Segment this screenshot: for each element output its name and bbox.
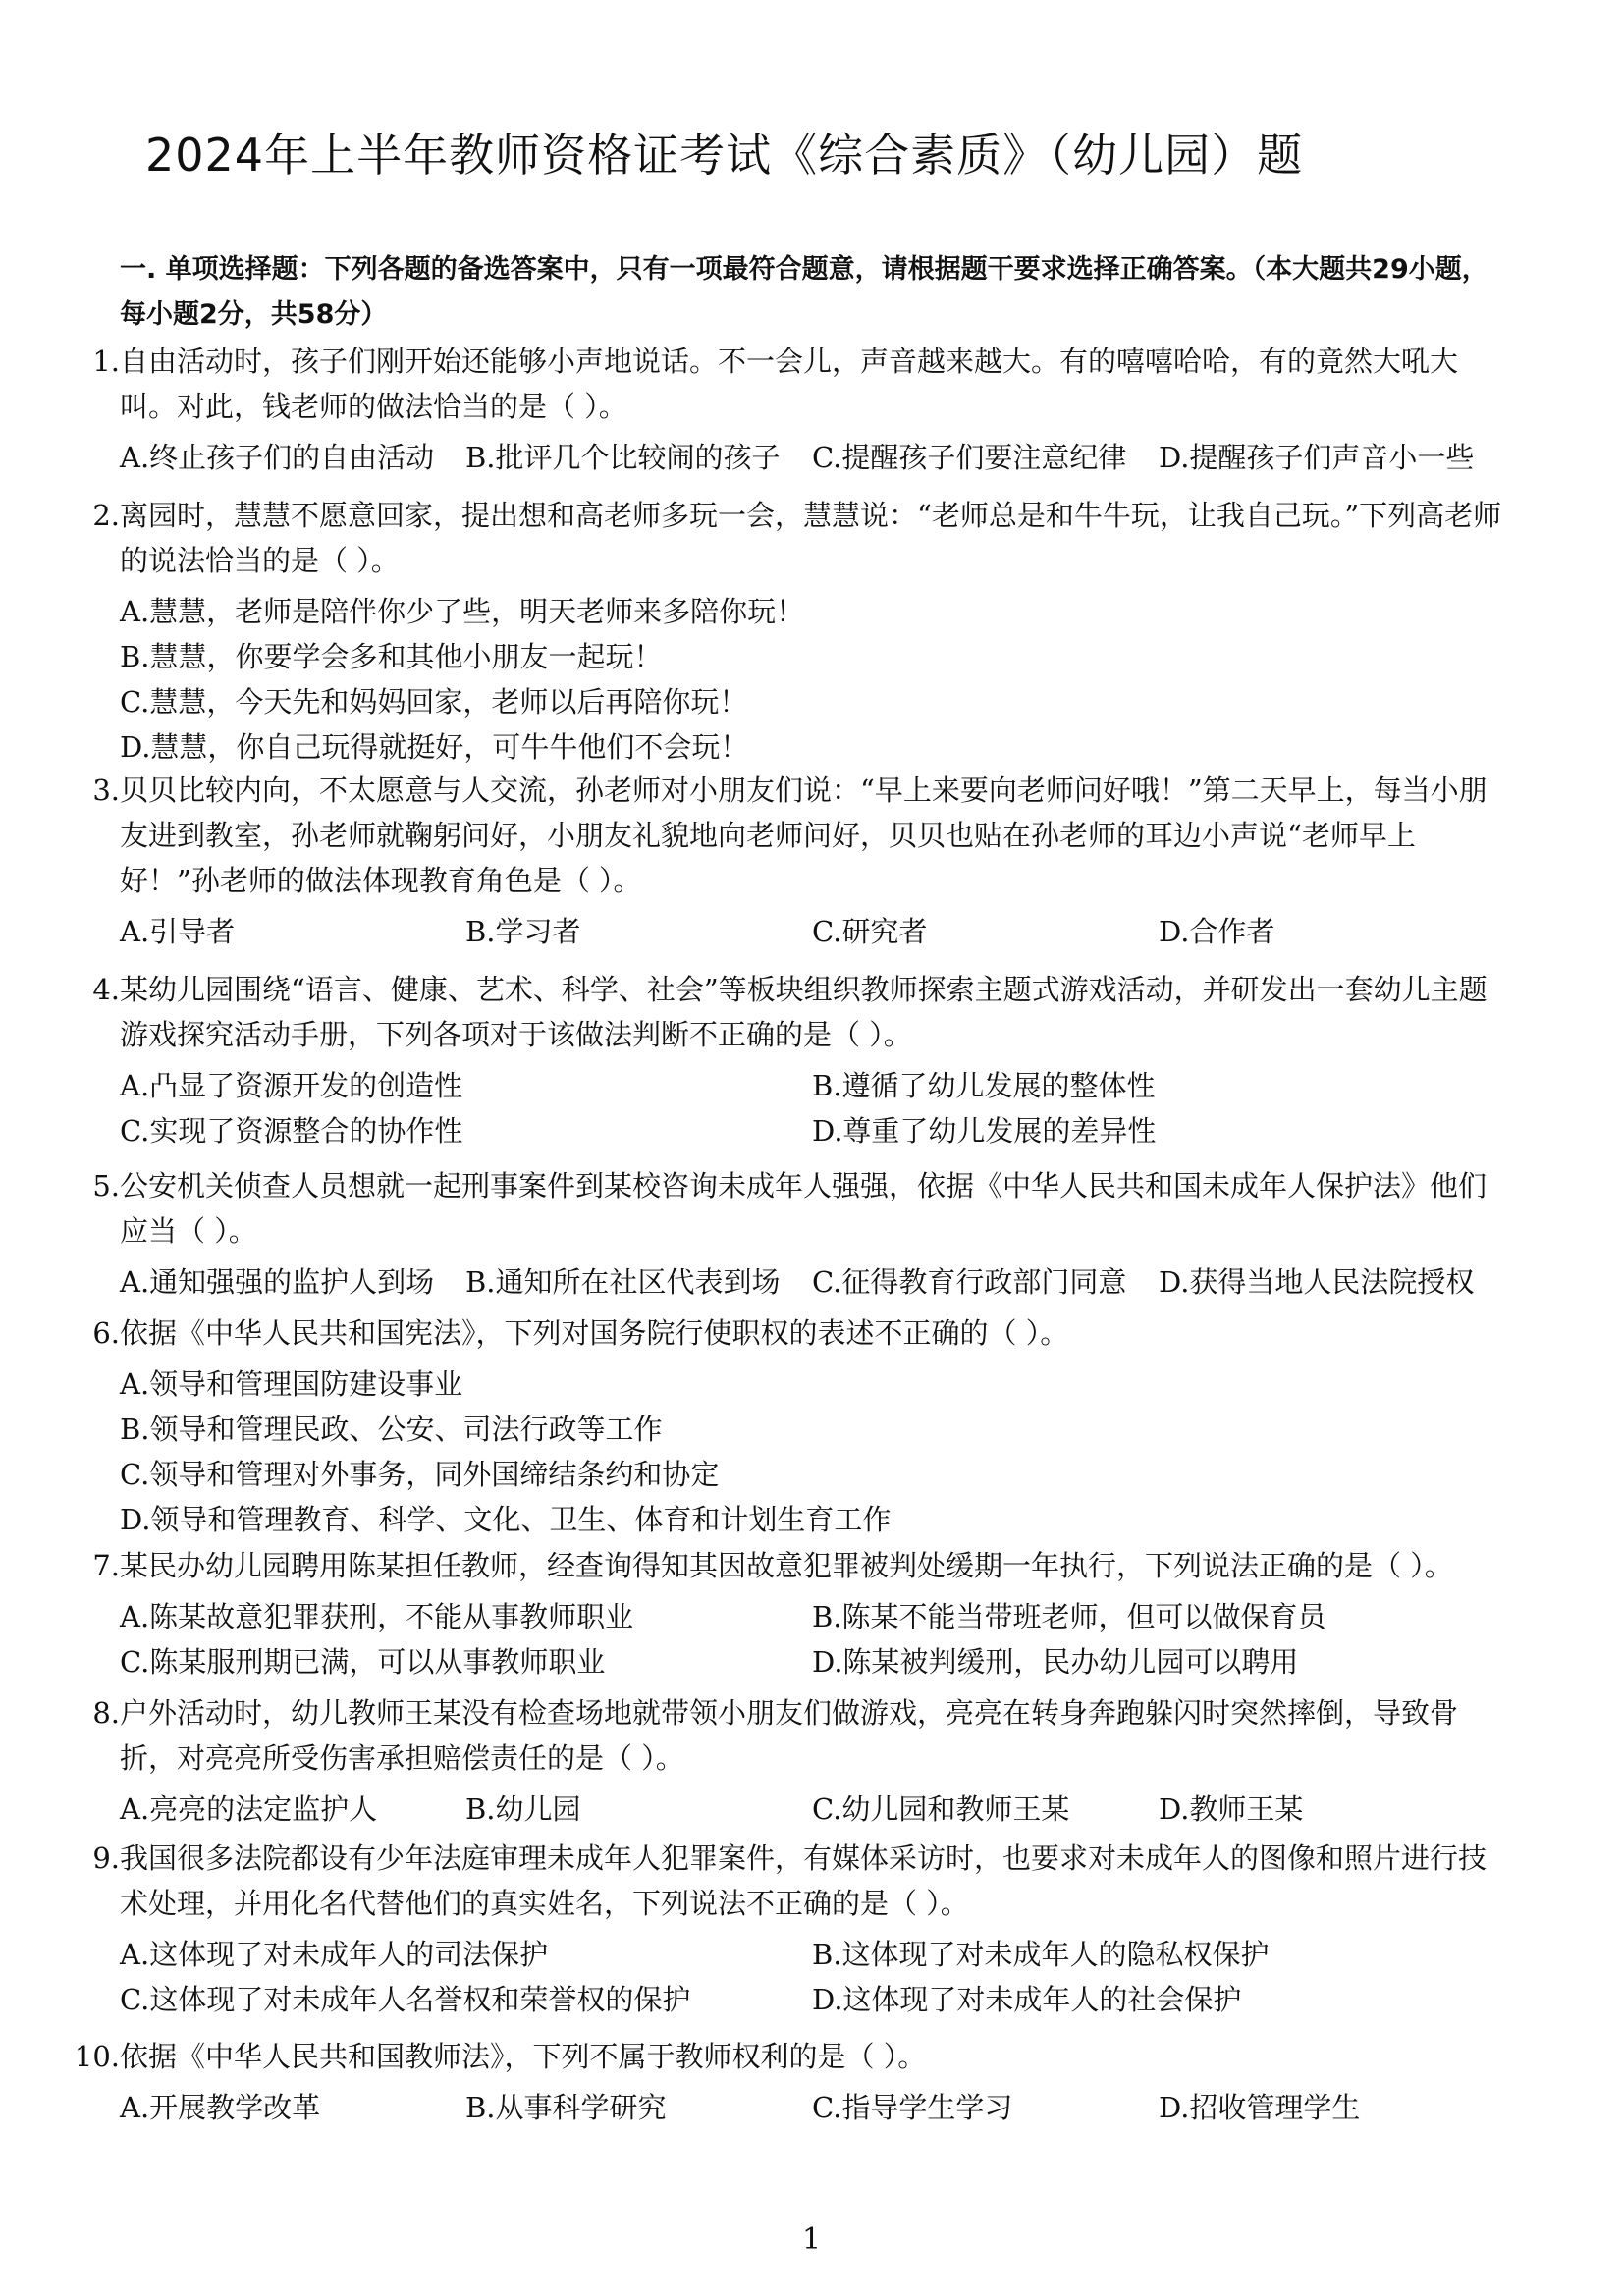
option-d: D.陈某被判缓刑，民办幼儿园可以聘用	[812, 1645, 1299, 1679]
option-c: C.征得教育行政部门同意	[812, 1265, 1127, 1299]
question-number: 3.	[92, 774, 120, 807]
option-d: D.领导和管理教育、科学、文化、卫生、体育和计划生育工作	[120, 1503, 892, 1536]
question-text: 户外活动时，幼儿教师王某没有检查场地就带领小朋友们做游戏，亮亮在转身奔跑躲闪时突然摔倒，导致骨折，对亮亮所受伤害承担赔偿责任的是（ ）。	[120, 1696, 1459, 1775]
question-number: 5.	[92, 1169, 120, 1202]
option-c: C.幼儿园和教师王某	[812, 1792, 1070, 1826]
option-a: A.终止孩子们的自由活动	[120, 441, 435, 474]
question-number: 7.	[92, 1549, 120, 1582]
option-b: B.从事科学研究	[465, 2091, 667, 2124]
question-text: 贝贝比较内向，不太愿意与人交流，孙老师对小朋友们说：“早上来要向老师问好哦！”第二天早上，每当小朋友进到教室，孙老师就鞠躬问好，小朋友礼貌地向老师问好，贝贝也贴在孙老师的耳边小声说“老师早上好！”孙老师的做法体现教育角色是（ ）。	[120, 774, 1488, 897]
option-c: C.指导学生学习	[812, 2091, 1013, 2124]
option-d: D.提醒孩子们声音小一些	[1159, 441, 1475, 474]
option-d: D.获得当地人民法院授权	[1159, 1265, 1475, 1299]
question-text: 自由活动时，孩子们刚开始还能够小声地说话。不一会儿，声音越来越大。有的嘻嘻哈哈，有的竟然大吼大叫。对此，钱老师的做法恰当的是（ ）。	[120, 345, 1459, 423]
option-d: D.慧慧，你自己玩得就挺好，可牛牛他们不会玩！	[120, 730, 749, 764]
section-heading: 一. 单项选择题：下列各题的备选答案中，只有一项最符合题意，请根据题干要求选择正确答案。（本大题共29小题，每小题2分，共58分）	[120, 254, 1488, 330]
option-d: D.尊重了幼儿发展的差异性	[812, 1114, 1157, 1148]
option-c: C.这体现了对未成年人名誉权和荣誉权的保护	[120, 1983, 691, 2016]
option-b: B.学习者	[465, 915, 581, 948]
question-number: 8.	[92, 1696, 120, 1730]
option-a: A.引导者	[120, 915, 236, 948]
option-b: B.这体现了对未成年人的隐私权保护	[812, 1938, 1270, 1971]
option-a: A.开展教学改革	[120, 2091, 321, 2124]
question-text: 某民办幼儿园聘用陈某担任教师，经查询得知其因故意犯罪被判处缓期一年执行，下列说法正确的是（ ）。	[120, 1549, 1453, 1582]
page-number: 1	[801, 2222, 822, 2257]
option-c: C.领导和管理对外事务，同外国缔结条约和协定	[120, 1458, 720, 1491]
question-text: 某幼儿园围绕“语言、健康、艺术、科学、社会”等板块组织教师探索主题式游戏活动，并研发出一套幼儿主题游戏探究活动手册，下列各项对于该做法判断不正确的是（ ）。	[120, 973, 1488, 1051]
option-a: A.陈某故意犯罪获刑，不能从事教师职业	[120, 1600, 634, 1633]
option-b: B.陈某不能当带班老师，但可以做保育员	[812, 1600, 1326, 1633]
option-d: D.招收管理学生	[1159, 2091, 1361, 2124]
option-b: B.遵循了幼儿发展的整体性	[812, 1069, 1156, 1102]
option-d: D.合作者	[1159, 915, 1275, 948]
question-number: 4.	[92, 973, 120, 1006]
option-c: C.慧慧，今天先和妈妈回家，老师以后再陪你玩！	[120, 685, 748, 719]
option-d: D.这体现了对未成年人的社会保护	[812, 1983, 1242, 2016]
question-number: 9.	[92, 1842, 120, 1875]
question-text: 离园时，慧慧不愿意回家，提出想和高老师多玩一会，慧慧说：“老师总是和牛牛玩，让我自己玩。”下列高老师的说法恰当的是（ ）。	[120, 499, 1502, 577]
option-a: A.领导和管理国防建设事业	[120, 1367, 463, 1401]
question-text: 依据《中华人民共和国教师法》，下列不属于教师权利的是（ ）。	[120, 2040, 927, 2073]
option-b: B.批评几个比较闹的孩子	[465, 441, 781, 474]
question-text: 我国很多法院都设有少年法庭审理未成年人犯罪案件，有媒体采访时，也要求对未成年人的图像和照片进行技术处理，并用化名代替他们的真实姓名，下列说法不正确的是（ ）。	[120, 1842, 1488, 1920]
question-text: 公安机关侦查人员想就一起刑事案件到某校咨询未成年人强强，依据《中华人民共和国未成年人保护法》他们应当（ ）。	[120, 1169, 1488, 1248]
question-text: 依据《中华人民共和国宪法》，下列对国务院行使职权的表述不正确的（ ）。	[120, 1316, 1069, 1350]
option-b: B.慧慧，你要学会多和其他小朋友一起玩！	[120, 640, 663, 673]
exam-title: 2024年上半年教师资格证考试《综合素质》（幼儿园）题	[145, 129, 1304, 182]
option-c: C.提醒孩子们要注意纪律	[812, 441, 1127, 474]
option-d: D.教师王某	[1159, 1792, 1304, 1826]
question-number: 2.	[92, 499, 120, 532]
option-c: C.研究者	[812, 915, 928, 948]
question-number: 10.	[74, 2040, 120, 2073]
option-a: A.凸显了资源开发的创造性	[120, 1069, 463, 1102]
option-a: A.亮亮的法定监护人	[120, 1792, 378, 1826]
question-number: 1.	[92, 345, 120, 378]
question-number: 6.	[92, 1316, 120, 1350]
option-b: B.领导和管理民政、公安、司法行政等工作	[120, 1413, 663, 1446]
option-a: A.慧慧，老师是陪伴你少了些，明天老师来多陪你玩！	[120, 595, 805, 628]
option-b: B.幼儿园	[465, 1792, 581, 1826]
option-c: C.陈某服刑期已满，可以从事教师职业	[120, 1645, 606, 1679]
option-b: B.通知所在社区代表到场	[465, 1265, 781, 1299]
option-a: A.这体现了对未成年人的司法保护	[120, 1938, 549, 1971]
option-a: A.通知强强的监护人到场	[120, 1265, 435, 1299]
option-c: C.实现了资源整合的协作性	[120, 1114, 463, 1148]
